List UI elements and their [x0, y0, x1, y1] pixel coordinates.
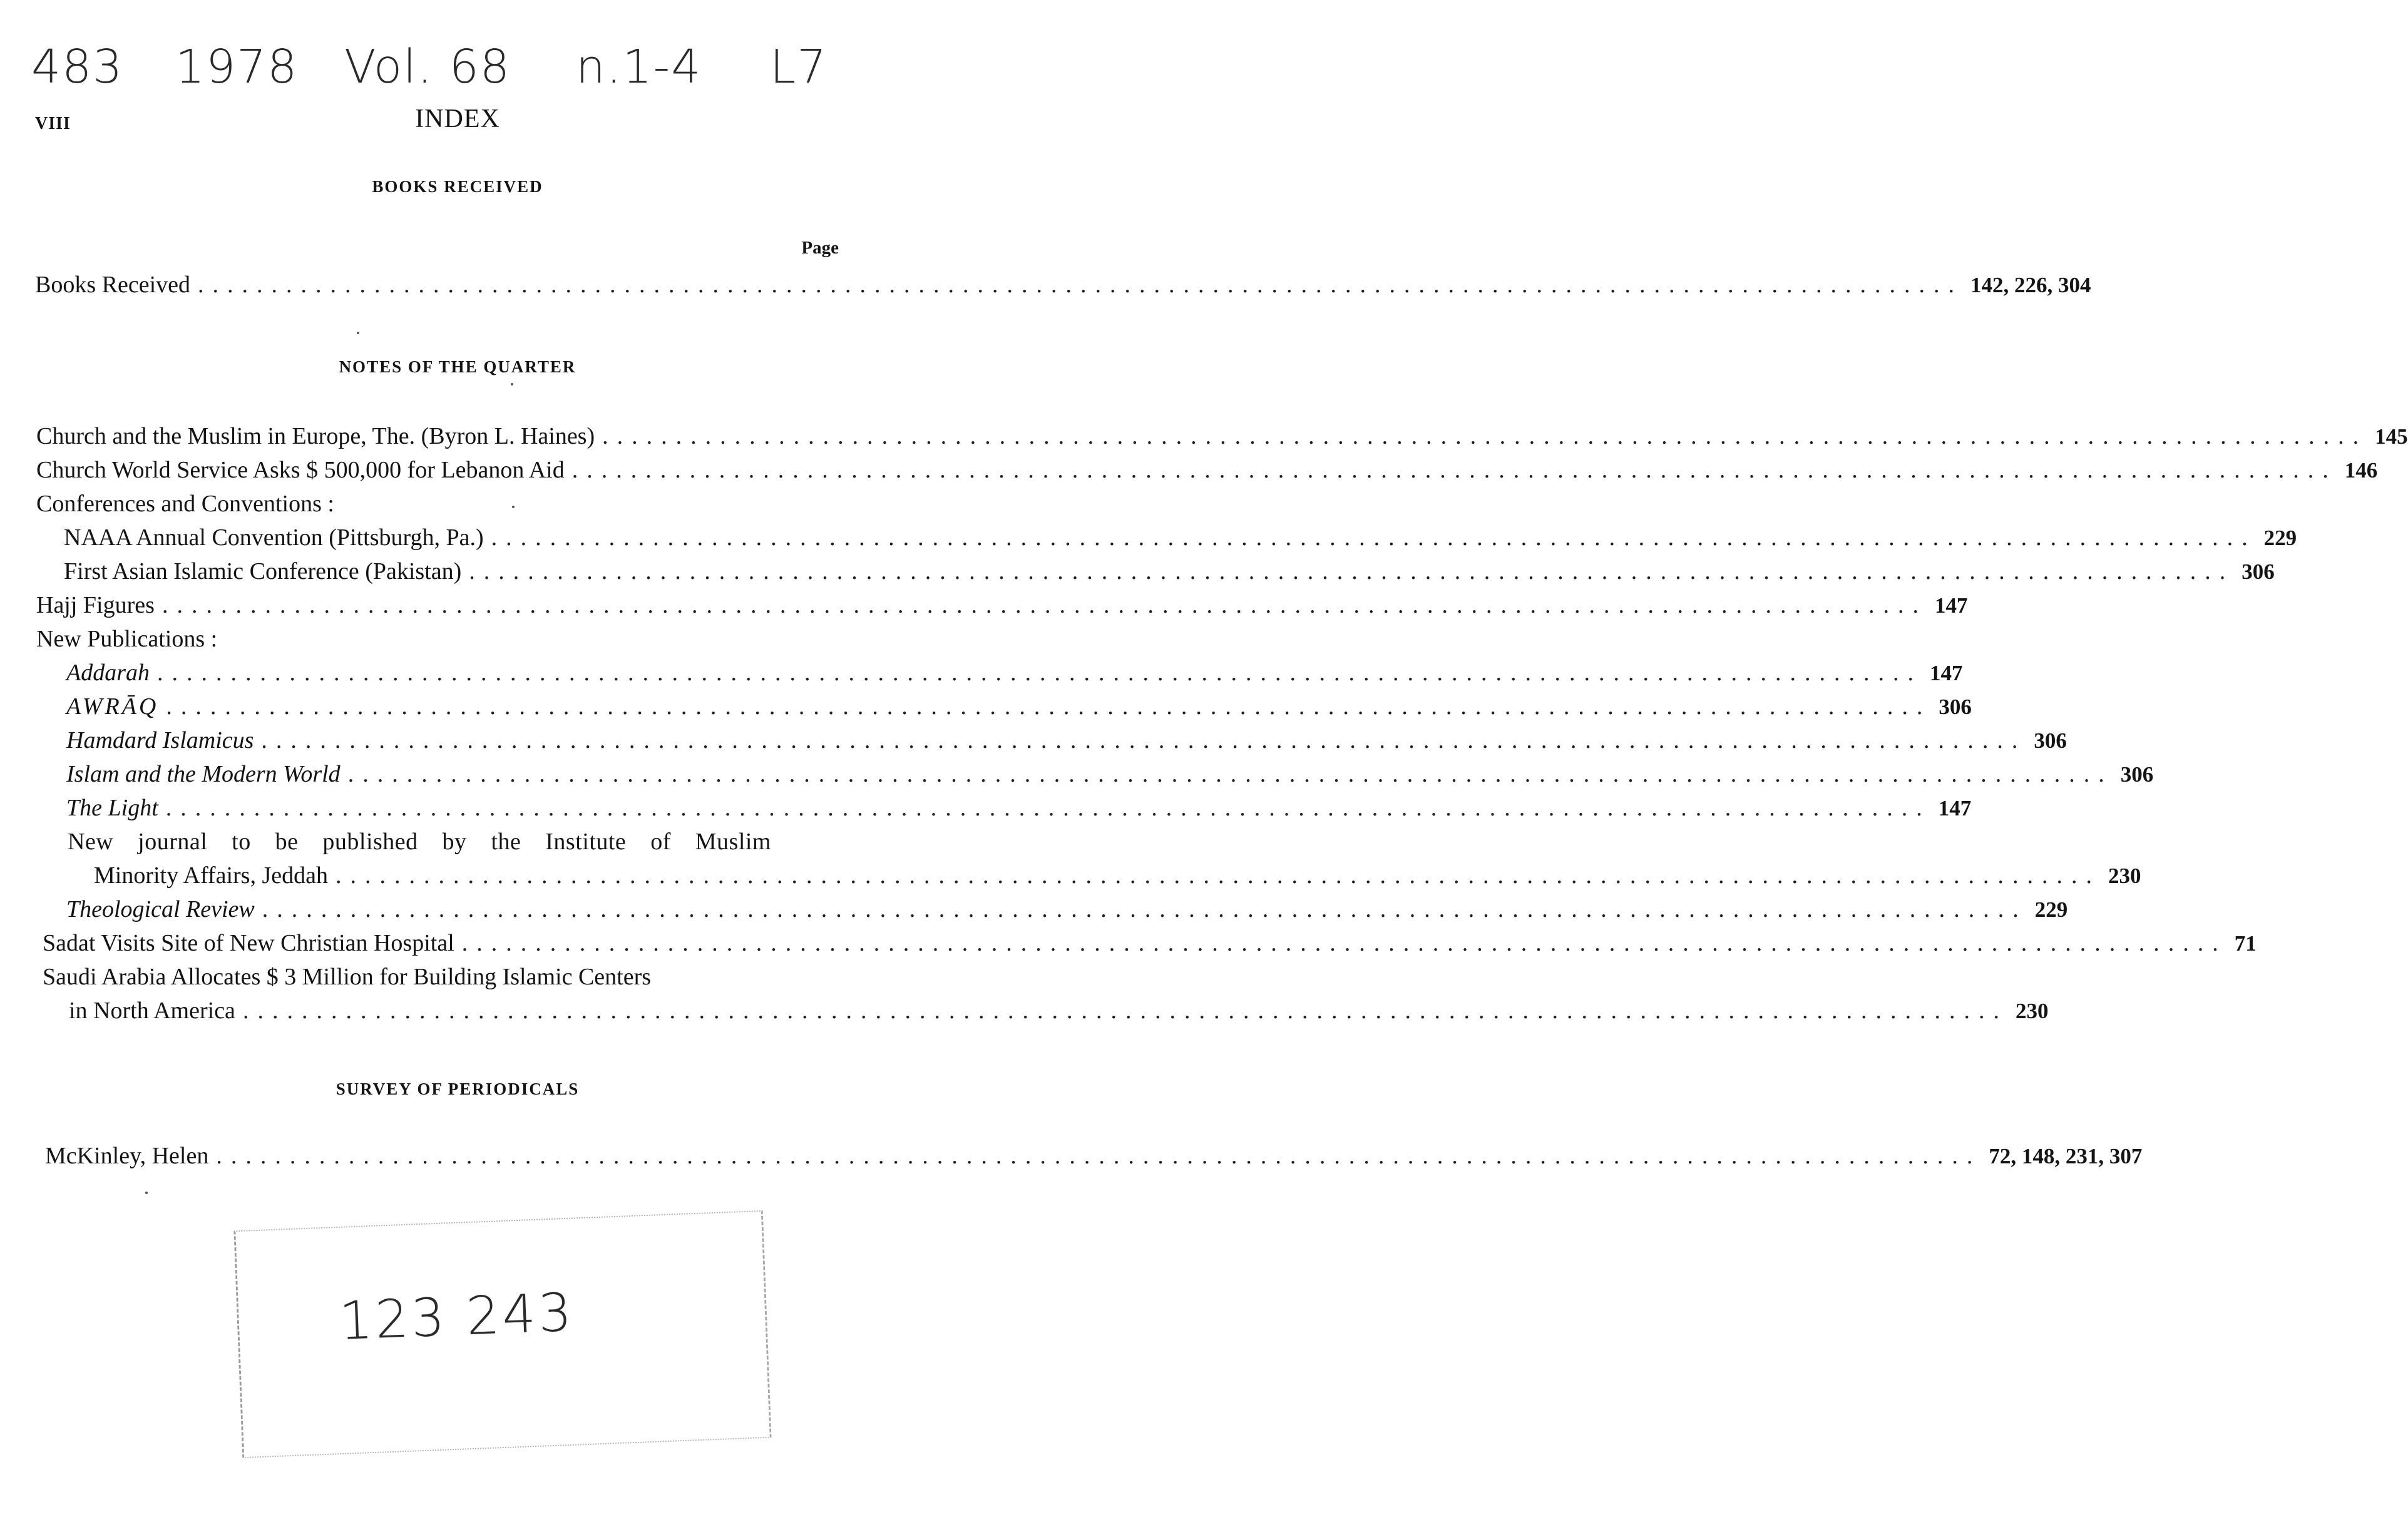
entry-pages: 306	[2034, 728, 2067, 753]
handwritten-year: 1978	[175, 40, 299, 94]
entry-pages: 229	[2034, 897, 2068, 922]
entry-pages: 147	[1930, 661, 1963, 685]
paper-speck	[511, 383, 513, 386]
leader-dots: ........................................................................................................................	[469, 558, 2235, 585]
entry-label: NAAA Annual Convention (Pittsburgh, Pa.)	[64, 524, 484, 551]
entry-pages: 71	[2234, 931, 2257, 956]
leader-dots: ........................................................................................................................	[198, 272, 1964, 298]
leader-dots: ........................................................................................................................	[166, 693, 1932, 720]
handwritten-code: L7	[770, 40, 828, 94]
leader-dots: ........................................................................................................................	[461, 930, 2227, 956]
paper-speck	[357, 332, 359, 334]
entry-pages: 306	[1939, 695, 1972, 719]
index-entry	[94, 859, 2141, 892]
entry-pages: 146	[2344, 458, 2378, 483]
section-heading-books-received: BOOKS RECEIVED	[372, 177, 543, 196]
entry-label: Addarah	[66, 660, 150, 686]
handwritten-volume: Vol. 68	[344, 40, 511, 94]
entry-pages: 306	[2241, 559, 2275, 584]
paper-speck	[145, 1192, 148, 1194]
index-entry	[45, 1139, 2143, 1173]
index-entry	[66, 791, 1972, 825]
entry-pages: 230	[2015, 999, 2049, 1023]
entry-label: in North America	[69, 998, 235, 1024]
entry-pages: 142, 226, 304	[1970, 273, 2091, 297]
page-column-label: Page	[801, 238, 839, 258]
index-entry	[36, 419, 2408, 453]
section-heading-notes-of-the-quarter: NOTES OF THE QUARTER	[339, 357, 576, 376]
entry-pages: 230	[2108, 864, 2141, 888]
leader-dots: ........................................................................................................................	[262, 896, 2027, 922]
entry-pages: 147	[1934, 593, 1968, 618]
index-entry-continued-line: Saudi Arabia Allocates $ 3 Million for Building Islamic Centers	[43, 964, 652, 990]
index-entry	[43, 926, 2257, 960]
accession-stamp	[233, 1210, 771, 1458]
entry-label: AWRĀQ	[66, 693, 159, 720]
entry-label: First Asian Islamic Conference (Pakistan)	[64, 558, 462, 585]
entry-label: Church and the Muslim in Europe, The. (Byron L. Haines)	[36, 423, 595, 449]
entry-label: Minority Affairs, Jeddah	[94, 862, 328, 889]
entry-label: Hajj Figures	[36, 592, 155, 618]
index-entry	[64, 554, 2275, 588]
index-entry	[64, 521, 2297, 554]
index-entry-continued-line: New journal to be published by the Institute of Muslim	[68, 829, 771, 855]
leader-dots: ........................................................................................................................	[491, 524, 2257, 551]
page-folio: VIII	[35, 114, 71, 133]
entry-pages: 72, 148, 231, 307	[1989, 1144, 2143, 1168]
handwritten-catalog-note	[31, 28, 864, 103]
handwritten-issues: n.1-4	[576, 40, 702, 94]
leader-dots: ........................................................................................................................	[335, 862, 2101, 889]
paper-speck	[512, 506, 515, 508]
leader-dots: ........................................................................................................................	[216, 1143, 1982, 1169]
entry-pages: 229	[2263, 526, 2297, 550]
index-subheading-new-publications: New Publications :	[36, 626, 218, 652]
index-entry	[66, 757, 2154, 791]
entry-label: Books Received	[35, 272, 191, 298]
entry-label: Church World Service Asks $ 500,000 for Lebanon Aid	[36, 457, 565, 483]
entry-label: Islam and the Modern World	[66, 761, 341, 787]
index-entry	[66, 892, 2068, 926]
index-entry	[36, 588, 1968, 622]
index-entry	[69, 994, 2049, 1028]
index-entry	[35, 268, 2091, 302]
leader-dots: ........................................................................................................................	[157, 660, 1922, 686]
leader-dots: ........................................................................................................................	[261, 727, 2027, 753]
entry-label: McKinley, Helen	[45, 1143, 209, 1169]
accession-number: 123 243	[338, 1281, 575, 1352]
entry-pages: 145	[2375, 424, 2408, 449]
leader-dots: ........................................................................................................................	[571, 457, 2337, 483]
entry-label: Theological Review	[66, 896, 255, 922]
index-subheading-conferences: Conferences and Conventions :	[36, 491, 334, 517]
leader-dots: ........................................................................................................................	[602, 423, 2368, 449]
entry-pages: 306	[2120, 762, 2154, 787]
section-heading-survey-of-periodicals: SURVEY OF PERIODICALS	[336, 1080, 580, 1098]
page-title: INDEX	[415, 105, 500, 133]
index-entry	[66, 723, 2067, 757]
entry-pages: 147	[1938, 796, 1972, 820]
index-entry	[36, 453, 2378, 487]
entry-label: The Light	[66, 795, 158, 821]
index-entry	[66, 690, 1972, 723]
entry-label: Sadat Visits Site of New Christian Hospital	[43, 930, 454, 956]
index-entry	[66, 656, 1963, 690]
entry-label: Hamdard Islamicus	[66, 727, 254, 753]
leader-dots: ........................................................................................................................	[347, 761, 2113, 787]
handwritten-shelf-number: 483	[31, 40, 124, 94]
leader-dots: ........................................................................................................................	[165, 795, 1931, 821]
leader-dots: ........................................................................................................................	[242, 998, 2008, 1024]
leader-dots: ........................................................................................................................	[161, 592, 1927, 618]
